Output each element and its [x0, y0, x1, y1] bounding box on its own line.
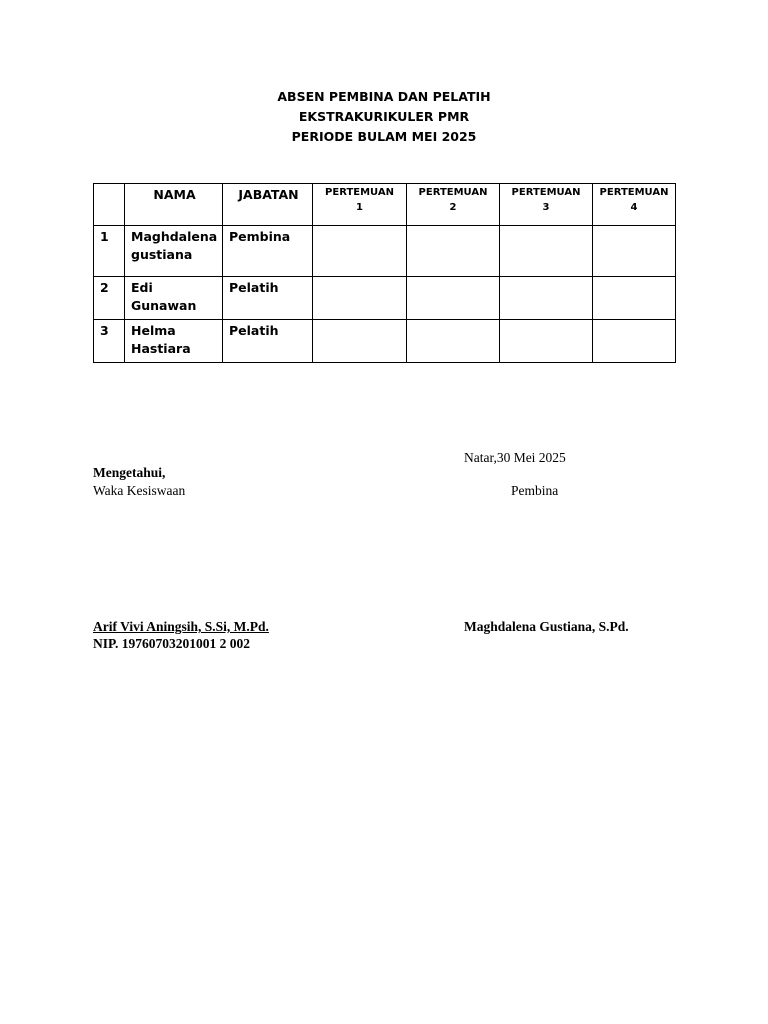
- nama-line-2: Hastiara: [131, 341, 191, 356]
- nama-line-1: Maghdalena: [131, 229, 218, 244]
- cell-pertemuan-3: [500, 320, 593, 363]
- place-date: Natar,30 Mei 2025: [464, 450, 566, 465]
- cell-jabatan: Pembina: [223, 226, 313, 277]
- attendance-table: [93, 183, 676, 363]
- header-pertemuan-label: PERTEMUAN: [511, 187, 581, 198]
- header-jabatan: JABATAN: [223, 184, 313, 226]
- left-signer-role: Waka Kesiswaan: [93, 483, 186, 498]
- cell-pertemuan-2: [407, 226, 500, 277]
- cell-pertemuan-4: [593, 320, 676, 363]
- left-signer-name: Arif Vivi Aningsih, S.Si, M.Pd.: [93, 619, 269, 634]
- header-pertemuan-label: PERTEMUAN: [418, 187, 488, 198]
- cell-nama: [125, 226, 223, 277]
- cell-pertemuan-3: [500, 277, 593, 320]
- cell-pertemuan-1: [313, 226, 407, 277]
- cell-no: 1: [94, 226, 125, 277]
- right-signer-name: Maghdalena Gustiana, S.Pd.: [464, 619, 629, 634]
- cell-pertemuan-1: [313, 277, 407, 320]
- header-no: [94, 184, 125, 226]
- cell-pertemuan-2: [407, 320, 500, 363]
- cell-no: 3: [94, 320, 125, 363]
- header-pertemuan-2: [407, 184, 500, 226]
- header-pertemuan-number: 4: [630, 202, 638, 213]
- title-line-1: ABSEN PEMBINA DAN PELATIH: [277, 89, 491, 104]
- title-line-3: PERIODE BULAM MEI 2025: [291, 129, 477, 144]
- cell-jabatan: Pelatih: [223, 320, 313, 363]
- header-pertemuan-label: PERTEMUAN: [325, 187, 394, 198]
- acknowledge-label: Mengetahui,: [93, 465, 166, 480]
- right-signer-role: Pembina: [511, 483, 559, 498]
- table-row: [94, 226, 676, 277]
- cell-pertemuan-4: [593, 226, 676, 277]
- table-row: [94, 320, 676, 363]
- cell-pertemuan-2: [407, 277, 500, 320]
- header-pertemuan-label: PERTEMUAN: [599, 187, 669, 198]
- header-pertemuan-number: 3: [542, 202, 550, 213]
- cell-nama: [125, 320, 223, 363]
- cell-pertemuan-3: [500, 226, 593, 277]
- left-signer-nip: NIP. 19760703201001 2 002: [93, 636, 251, 651]
- cell-no: 2: [94, 277, 125, 320]
- header-pertemuan-3: [500, 184, 593, 226]
- cell-pertemuan-4: [593, 277, 676, 320]
- cell-jabatan: Pelatih: [223, 277, 313, 320]
- header-nama: NAMA: [125, 184, 223, 226]
- header-pertemuan-4: [593, 184, 676, 226]
- nama-line-1: Helma: [131, 323, 176, 338]
- cell-pertemuan-1: [313, 320, 407, 363]
- table-header-row: [94, 184, 676, 226]
- title-line-2: EKSTRAKURIKULER PMR: [298, 109, 470, 124]
- nama-line-1: Edi: [131, 280, 153, 295]
- header-pertemuan-1: [313, 184, 407, 226]
- header-pertemuan-number: 1: [356, 202, 363, 213]
- nama-line-2: gustiana: [131, 247, 193, 262]
- nama-line-2: Gunawan: [131, 298, 197, 313]
- table-row: [94, 277, 676, 320]
- cell-nama: [125, 277, 223, 320]
- header-pertemuan-number: 2: [449, 202, 457, 213]
- document-title: [0, 87, 768, 147]
